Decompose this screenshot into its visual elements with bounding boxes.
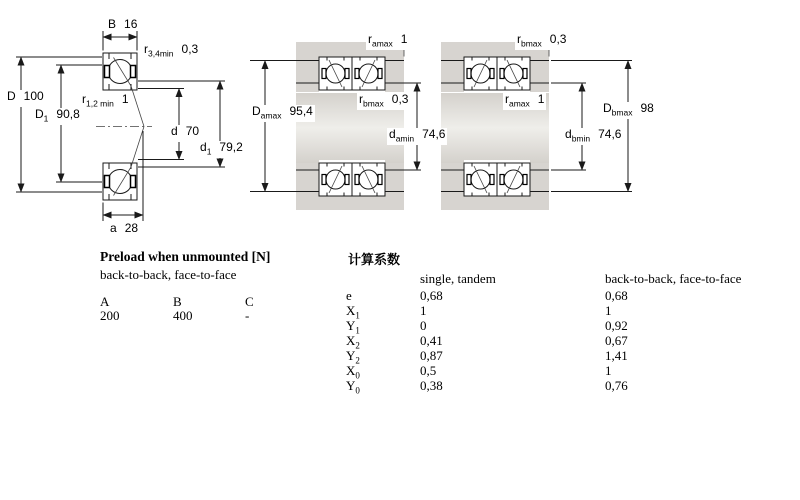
preload-col-header: B <box>173 294 182 309</box>
factor-value: 0,76 <box>605 378 628 393</box>
preload-col-header: C <box>245 294 254 309</box>
factor-value: 0,67 <box>605 333 628 348</box>
dim-label-dbmin: $d_{bmin}$ 74,6 <box>565 127 622 144</box>
ball-top <box>108 60 132 84</box>
factor-row-label: $X_0$ <box>346 363 360 381</box>
dim-label-rbmax-left: $r_{bmax}$ 0,3 <box>359 92 409 109</box>
dim-label-ramax-right: $r_{amax}$ 1 <box>505 92 545 109</box>
factor-row-label: $Y_2$ <box>346 348 360 366</box>
factor-row-label: $Y_1$ <box>346 318 360 336</box>
cage-section <box>105 66 110 78</box>
factors-title: 计算系数 <box>348 252 401 267</box>
factor-value: 0,5 <box>420 363 437 378</box>
preload-title: Preload when unmounted [N] <box>100 249 271 264</box>
contact-angle-line <box>114 58 132 87</box>
preload-table <box>100 295 305 323</box>
factor-value: 1 <box>605 303 612 318</box>
dim-label-ramax-left: $r_{amax}$ 1 <box>368 32 408 49</box>
factors-col2-header: back-to-back, face-to-face <box>605 271 742 286</box>
factor-value: 1,41 <box>605 348 628 363</box>
dim-label-Damax: $D_{amax}$ 95,4 <box>252 104 313 121</box>
dim-label-d1: $d_1$ 79,2 <box>200 140 243 157</box>
preload-value: - <box>245 308 250 323</box>
dim-label-D1: $D_1$ 90,8 <box>35 107 80 124</box>
dim-label-damin: $d_{amin}$ 74,6 <box>389 127 446 144</box>
dim-label-B: B 16 <box>108 17 138 31</box>
dim-label-d: d 70 <box>169 125 201 142</box>
preload-value: 200 <box>100 308 120 323</box>
factor-value: 1 <box>605 363 612 378</box>
arrangement-diagram-left <box>250 42 421 210</box>
cage-section <box>131 176 136 188</box>
factor-value: 0,41 <box>420 333 443 348</box>
preload-subtitle: back-to-back, face-to-face <box>100 267 237 282</box>
preload-value: 400 <box>173 308 193 323</box>
dim-label-rbmax-right: $r_{bmax}$ 0,3 <box>517 32 567 49</box>
factors-col1-header: single, tandem <box>420 271 496 286</box>
factor-row-label: $X_1$ <box>346 303 360 321</box>
preload-col-header: A <box>100 294 110 309</box>
contact-angle-line <box>114 167 132 196</box>
factor-value: 0,68 <box>605 288 628 303</box>
factor-value: 0,87 <box>420 348 443 363</box>
dim-label-r34: $r_{3,4min}$ 0,3 <box>144 42 199 59</box>
factor-value: 0,38 <box>420 378 443 393</box>
factor-value: 0,68 <box>420 288 443 303</box>
factor-value: 1 <box>420 303 427 318</box>
ball-bottom <box>108 170 132 194</box>
cage-section <box>131 66 136 78</box>
factor-row-label: $X_2$ <box>346 333 360 351</box>
factor-value: 0,92 <box>605 318 628 333</box>
cage-section <box>105 176 110 188</box>
factor-value: 0 <box>420 318 427 333</box>
dim-label-a: a 28 <box>110 221 139 235</box>
factors-table <box>346 271 775 396</box>
dim-label-D: D 100 <box>5 90 46 107</box>
factor-row-label: e <box>346 288 352 303</box>
factor-row-label: $Y_0$ <box>346 378 360 396</box>
dim-label-r12: $r_{1,2 min}$ 1 <box>82 92 129 109</box>
dim-label-Dbmax: $D_{bmax}$ 98 <box>603 101 654 118</box>
arrangement-diagram-right <box>441 42 632 210</box>
